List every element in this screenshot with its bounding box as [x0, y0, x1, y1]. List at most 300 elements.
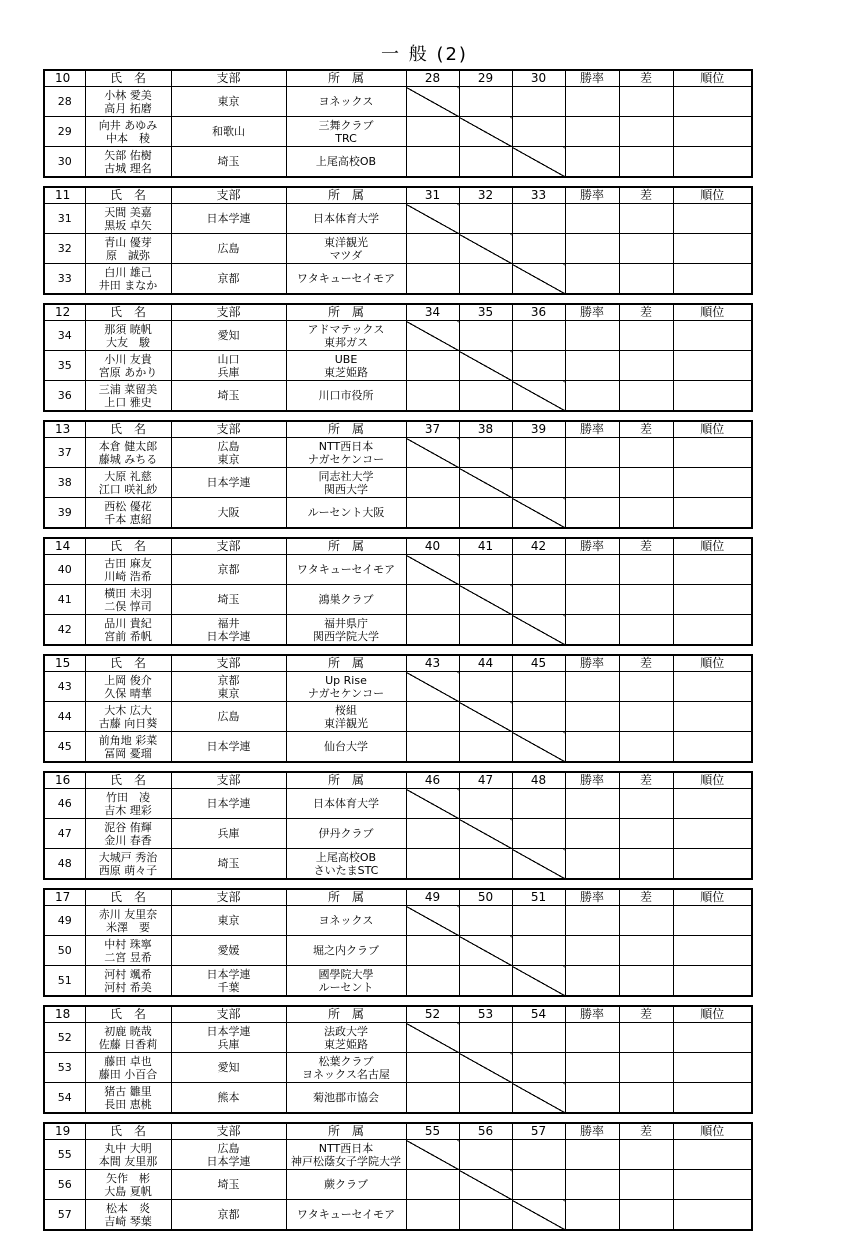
diff-header: 差 [619, 421, 673, 438]
branch-name: 京都 [217, 1208, 240, 1221]
pair-number: 37 [44, 438, 85, 468]
player-names [85, 234, 171, 264]
rank-cell [673, 1053, 752, 1083]
branch-cell [171, 849, 286, 880]
self-match-cell [406, 1140, 459, 1170]
pair-number: 46 [44, 789, 85, 819]
group-header-row [44, 421, 752, 438]
player-names [85, 1140, 171, 1170]
player-name: 藤田 卓也 [104, 1054, 152, 1068]
branch-name: 熊本 [217, 1091, 240, 1104]
win-rate-cell [565, 1023, 619, 1053]
pair-row [44, 1053, 752, 1083]
win-rate-cell [565, 585, 619, 615]
diff-cell [619, 702, 673, 732]
match-result-cell [512, 819, 565, 849]
match-result-cell [459, 1140, 512, 1170]
pair-number: 57 [44, 1200, 85, 1231]
affiliation-name: アドマテックス [307, 322, 385, 336]
name-header: 氏 名 [85, 889, 171, 906]
self-match-cell [512, 498, 565, 529]
rank-cell [673, 1083, 752, 1114]
match-result-cell [512, 672, 565, 702]
affiliation-cell [286, 234, 406, 264]
affiliation-cell [286, 936, 406, 966]
player-names [85, 849, 171, 880]
affiliation-name: ワタキューセイモア [296, 1208, 396, 1221]
player-name: 中本 稜 [106, 131, 150, 145]
pair-row [44, 468, 752, 498]
player-name: 品川 貴紀 [104, 616, 152, 630]
diff-cell [619, 1140, 673, 1170]
diff-cell [619, 117, 673, 147]
name-header: 氏 名 [85, 1006, 171, 1023]
self-match-cell [406, 438, 459, 468]
diff-header: 差 [619, 889, 673, 906]
affiliation-cell [286, 849, 406, 880]
player-name: 藤田 小百合 [98, 1067, 158, 1081]
opponent-column-header: 37 [406, 421, 459, 438]
player-name: 西松 優花 [104, 499, 152, 513]
player-name: 宮原 あかり [98, 365, 158, 379]
pair-number: 35 [44, 351, 85, 381]
rank-cell [673, 906, 752, 936]
pair-row [44, 117, 752, 147]
opponent-column-header: 46 [406, 772, 459, 789]
rank-cell [673, 1140, 752, 1170]
match-result-cell [406, 732, 459, 763]
opponent-column-header: 32 [459, 187, 512, 204]
group-table [43, 303, 753, 412]
pair-number: 32 [44, 234, 85, 264]
affiliation-name: 福井県庁 [324, 616, 368, 630]
branch-cell [171, 234, 286, 264]
opponent-column-header: 50 [459, 889, 512, 906]
match-result-cell [512, 468, 565, 498]
self-match-cell [512, 147, 565, 178]
affiliation-cell [286, 468, 406, 498]
match-result-cell [406, 966, 459, 997]
match-result-cell [512, 117, 565, 147]
player-names [85, 789, 171, 819]
branch-name: 埼玉 [217, 155, 240, 168]
branch-name: 兵庫 [217, 827, 240, 840]
opponent-column-header: 29 [459, 70, 512, 87]
name-header: 氏 名 [85, 538, 171, 555]
branch-name: 日本学連 [206, 1024, 251, 1038]
match-result-cell [459, 381, 512, 412]
name-header: 氏 名 [85, 1123, 171, 1140]
branch-name: 日本学連 [206, 629, 251, 643]
rank-header: 順位 [673, 655, 752, 672]
win-rate-cell [565, 204, 619, 234]
affiliation-header: 所 属 [286, 1006, 406, 1023]
self-match-cell [406, 555, 459, 585]
affiliation-name: マツダ [329, 248, 363, 262]
rank-cell [673, 672, 752, 702]
match-result-cell [459, 966, 512, 997]
diff-cell [619, 204, 673, 234]
branch-name: 愛媛 [217, 944, 240, 957]
win-rate-cell [565, 498, 619, 529]
opponent-column-header: 28 [406, 70, 459, 87]
branch-cell [171, 117, 286, 147]
player-name: 向井 あゆみ [98, 118, 158, 132]
match-result-cell [406, 1170, 459, 1200]
pair-number: 53 [44, 1053, 85, 1083]
player-name: 前角地 彩菜 [98, 733, 158, 747]
diff-header: 差 [619, 772, 673, 789]
pair-number: 49 [44, 906, 85, 936]
affiliation-cell [286, 789, 406, 819]
match-result-cell [512, 936, 565, 966]
match-result-cell [406, 498, 459, 529]
diff-header: 差 [619, 1123, 673, 1140]
group-number: 12 [44, 304, 85, 321]
self-match-cell [406, 672, 459, 702]
opponent-column-header: 55 [406, 1123, 459, 1140]
branch-cell [171, 1023, 286, 1053]
affiliation-name: ルーセント大阪 [307, 506, 385, 519]
match-result-cell [406, 1083, 459, 1114]
affiliation-name: ナガセケンコー [307, 452, 385, 466]
branch-name: 広島 [217, 242, 240, 255]
player-name: 中村 珠寧 [104, 937, 152, 951]
diff-cell [619, 615, 673, 646]
player-name: 小林 愛美 [104, 88, 152, 102]
diff-cell [619, 438, 673, 468]
diff-cell [619, 351, 673, 381]
affiliation-cell [286, 555, 406, 585]
diff-cell [619, 966, 673, 997]
player-name: 佐藤 日香莉 [98, 1037, 158, 1051]
rank-header: 順位 [673, 187, 752, 204]
pair-number: 34 [44, 321, 85, 351]
affiliation-name: 伊丹クラブ [318, 827, 374, 840]
match-result-cell [406, 585, 459, 615]
pair-row [44, 1200, 752, 1231]
match-result-cell [406, 147, 459, 178]
win-rate-cell [565, 936, 619, 966]
win-rate-cell [565, 906, 619, 936]
affiliation-name: 東邦ガス [324, 335, 368, 349]
rank-cell [673, 585, 752, 615]
player-name: 高月 拓磨 [104, 101, 152, 115]
pair-row [44, 234, 752, 264]
match-result-cell [459, 1200, 512, 1231]
player-name: 吉崎 琴葉 [104, 1214, 152, 1228]
group-header-row [44, 1123, 752, 1140]
branch-cell [171, 1140, 286, 1170]
rank-cell [673, 468, 752, 498]
self-match-cell [406, 789, 459, 819]
pair-number: 38 [44, 468, 85, 498]
pair-row [44, 1083, 752, 1114]
pair-row [44, 849, 752, 880]
pair-number: 40 [44, 555, 85, 585]
affiliation-cell [286, 615, 406, 646]
player-name: 冨岡 憂瑠 [104, 746, 152, 760]
opponent-column-header: 44 [459, 655, 512, 672]
opponent-column-header: 56 [459, 1123, 512, 1140]
affiliation-cell [286, 264, 406, 295]
pair-row [44, 87, 752, 117]
branch-name: 福井 [217, 616, 240, 630]
group-header-row [44, 889, 752, 906]
branch-name: 日本学連 [206, 476, 251, 489]
opponent-column-header: 54 [512, 1006, 565, 1023]
player-name: 大城戸 秀治 [98, 850, 158, 864]
diff-cell [619, 1023, 673, 1053]
opponent-column-header: 48 [512, 772, 565, 789]
player-names [85, 966, 171, 997]
diff-cell [619, 936, 673, 966]
pair-row [44, 966, 752, 997]
match-result-cell [512, 204, 565, 234]
diff-cell [619, 906, 673, 936]
rank-cell [673, 147, 752, 178]
group-table [43, 654, 753, 763]
branch-cell [171, 702, 286, 732]
pair-number: 43 [44, 672, 85, 702]
name-header: 氏 名 [85, 304, 171, 321]
branch-name: 東京 [217, 452, 240, 466]
opponent-column-header: 42 [512, 538, 565, 555]
self-match-cell [406, 87, 459, 117]
affiliation-name: ワタキューセイモア [296, 563, 396, 576]
match-result-cell [459, 87, 512, 117]
match-result-cell [406, 264, 459, 295]
group-table [43, 186, 753, 295]
diff-cell [619, 498, 673, 529]
player-names [85, 321, 171, 351]
branch-name: 日本学連 [206, 1154, 251, 1168]
group-table [43, 1005, 753, 1114]
player-name: 赤川 友里奈 [98, 907, 158, 921]
affiliation-cell [286, 498, 406, 529]
group-table [43, 537, 753, 646]
rank-cell [673, 555, 752, 585]
branch-cell [171, 672, 286, 702]
win-rate-cell [565, 87, 619, 117]
player-name: 千本 恵紹 [104, 512, 152, 526]
self-match-cell [512, 615, 565, 646]
match-result-cell [459, 204, 512, 234]
player-names [85, 468, 171, 498]
player-name: 金川 春香 [104, 833, 152, 847]
self-match-cell [406, 321, 459, 351]
affiliation-name: 東洋観光 [324, 235, 368, 249]
group-number: 17 [44, 889, 85, 906]
self-match-cell [459, 585, 512, 615]
pair-row [44, 381, 752, 412]
match-result-cell [512, 438, 565, 468]
player-names [85, 117, 171, 147]
win-rate-cell [565, 468, 619, 498]
affiliation-name: 國學院大學 [318, 967, 374, 981]
rank-cell [673, 966, 752, 997]
opponent-column-header: 30 [512, 70, 565, 87]
match-result-cell [459, 906, 512, 936]
branch-name: 埼玉 [217, 389, 240, 402]
branch-name: 東京 [217, 914, 240, 927]
match-result-cell [512, 234, 565, 264]
branch-name: 京都 [217, 673, 240, 687]
branch-name: 日本学連 [206, 740, 251, 753]
diff-header: 差 [619, 187, 673, 204]
rank-cell [673, 732, 752, 763]
pair-row [44, 1023, 752, 1053]
player-name: 二俣 惇司 [104, 599, 152, 613]
pair-row [44, 438, 752, 468]
opponent-column-header: 53 [459, 1006, 512, 1023]
win-rate-cell [565, 234, 619, 264]
affiliation-cell [286, 117, 406, 147]
group-header-row [44, 1006, 752, 1023]
player-name: 久保 晴華 [104, 686, 152, 700]
player-names [85, 381, 171, 412]
group-header-row [44, 304, 752, 321]
opponent-column-header: 51 [512, 889, 565, 906]
win-rate-cell [565, 702, 619, 732]
match-result-cell [512, 789, 565, 819]
group-number: 16 [44, 772, 85, 789]
match-result-cell [512, 585, 565, 615]
branch-header: 支部 [171, 538, 286, 555]
affiliation-name: 松葉クラブ [318, 1054, 374, 1068]
diff-cell [619, 555, 673, 585]
branch-name: 広島 [217, 439, 240, 453]
branch-cell [171, 438, 286, 468]
affiliation-name: 関西大学 [324, 482, 368, 496]
player-name: 原 誠弥 [106, 248, 150, 262]
pair-row [44, 672, 752, 702]
match-result-cell [459, 321, 512, 351]
player-name: 大島 夏帆 [104, 1184, 152, 1198]
branch-name: 埼玉 [217, 593, 240, 606]
rank-cell [673, 498, 752, 529]
affiliation-name: TRC [335, 131, 357, 145]
branch-cell [171, 732, 286, 763]
affiliation-cell [286, 1083, 406, 1114]
group-table [43, 888, 753, 997]
branch-name: 京都 [217, 563, 240, 576]
diff-cell [619, 819, 673, 849]
name-header: 氏 名 [85, 655, 171, 672]
player-name: 猪古 雛里 [104, 1084, 152, 1098]
branch-name: 東京 [217, 686, 240, 700]
player-names [85, 351, 171, 381]
rank-cell [673, 1200, 752, 1231]
branch-cell [171, 147, 286, 178]
pair-row [44, 351, 752, 381]
opponent-column-header: 49 [406, 889, 459, 906]
branch-cell [171, 381, 286, 412]
win-rate-cell [565, 117, 619, 147]
page-title: 一 般 (2) [381, 44, 468, 65]
rank-cell [673, 1023, 752, 1053]
player-name: 井田 まなか [98, 278, 158, 292]
affiliation-header: 所 属 [286, 772, 406, 789]
affiliation-cell [286, 321, 406, 351]
player-names [85, 438, 171, 468]
match-result-cell [459, 1083, 512, 1114]
group-number: 11 [44, 187, 85, 204]
branch-name: 山口 [217, 352, 240, 366]
branch-name: 日本学連 [206, 967, 251, 981]
affiliation-cell [286, 1140, 406, 1170]
player-name: 西原 萌々子 [98, 863, 158, 877]
player-names [85, 906, 171, 936]
diff-cell [619, 1053, 673, 1083]
win-rate-header: 勝率 [565, 772, 619, 789]
pair-row [44, 936, 752, 966]
group-number: 19 [44, 1123, 85, 1140]
rank-cell [673, 381, 752, 412]
affiliation-name: ヨネックス名古屋 [302, 1067, 390, 1081]
player-name: 那須 暁帆 [104, 322, 152, 336]
branch-header: 支部 [171, 889, 286, 906]
player-names [85, 87, 171, 117]
pair-number: 48 [44, 849, 85, 880]
affiliation-name: 三舞クラブ [318, 118, 374, 132]
win-rate-cell [565, 1053, 619, 1083]
pair-number: 33 [44, 264, 85, 295]
player-name: 古城 理名 [104, 161, 152, 175]
diff-cell [619, 1083, 673, 1114]
player-name: 上岡 俊介 [104, 673, 152, 687]
self-match-cell [459, 702, 512, 732]
player-names [85, 1053, 171, 1083]
branch-name: 大阪 [217, 506, 240, 519]
rank-header: 順位 [673, 1006, 752, 1023]
affiliation-name: 堀之内クラブ [313, 944, 379, 957]
rank-header: 順位 [673, 304, 752, 321]
branch-name: 広島 [217, 710, 240, 723]
affiliation-header: 所 属 [286, 70, 406, 87]
self-match-cell [406, 1023, 459, 1053]
branch-cell [171, 498, 286, 529]
branch-cell [171, 936, 286, 966]
group-number: 13 [44, 421, 85, 438]
pair-number: 44 [44, 702, 85, 732]
player-names [85, 264, 171, 295]
pair-number: 55 [44, 1140, 85, 1170]
affiliation-name: 仙台大学 [324, 740, 368, 753]
rank-header: 順位 [673, 1123, 752, 1140]
affiliation-name: さいたまSTC [313, 863, 379, 877]
rank-cell [673, 204, 752, 234]
branch-cell [171, 789, 286, 819]
win-rate-cell [565, 1200, 619, 1231]
diff-cell [619, 468, 673, 498]
branch-cell [171, 819, 286, 849]
self-match-cell [512, 1200, 565, 1231]
affiliation-cell [286, 87, 406, 117]
diff-cell [619, 264, 673, 295]
match-result-cell [406, 1200, 459, 1231]
player-name: 松本 炎 [106, 1201, 150, 1215]
match-result-cell [406, 615, 459, 646]
diff-cell [619, 672, 673, 702]
player-name: 古藤 向日葵 [98, 716, 158, 730]
opponent-column-header: 31 [406, 187, 459, 204]
win-rate-cell [565, 1140, 619, 1170]
affiliation-name: ナガセケンコー [307, 686, 385, 700]
affiliation-header: 所 属 [286, 187, 406, 204]
win-rate-cell [565, 615, 619, 646]
player-names [85, 147, 171, 178]
